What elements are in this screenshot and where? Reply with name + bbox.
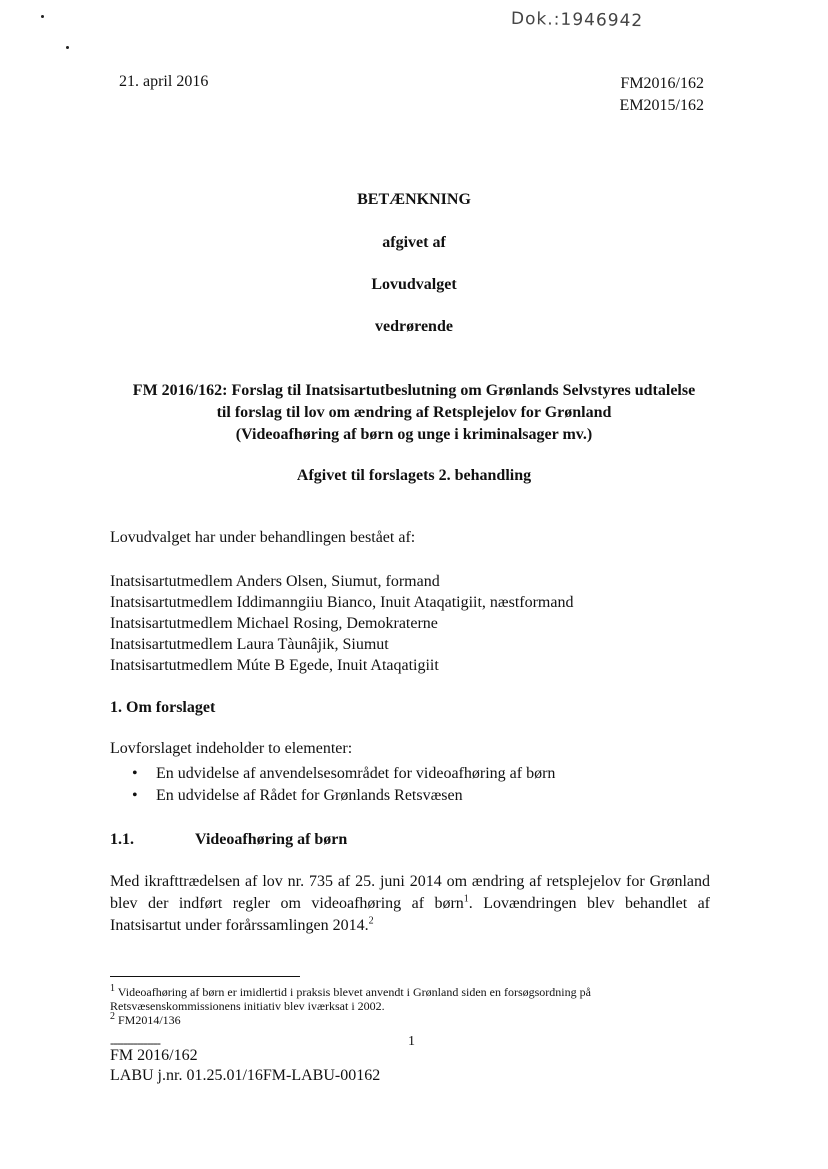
document-title: BETÆNKNING bbox=[357, 191, 471, 208]
title-regarding: vedrørende bbox=[375, 318, 453, 335]
footnote-text: Videoafhøring af børn er imidlertid i praksis blevet anvendt i Grønland siden en forsøgsordning på Retsvæsenskommissionens initiativ blev iværksat i 2002. bbox=[110, 985, 591, 1013]
reading-stage: Afgivet til forslagets 2. behandling bbox=[296, 467, 532, 484]
footnote-number: 1 bbox=[110, 983, 115, 994]
section-1-1-paragraph bbox=[110, 871, 710, 937]
footer-case-number: FM 2016/162 bbox=[110, 1047, 198, 1064]
document-number-stamp: Dok.:1946942 bbox=[510, 8, 644, 32]
member-item: Inatsisartutmedlem Laura Tàunâjik, Siumut bbox=[110, 636, 389, 653]
footer-separator: --------------- bbox=[110, 1035, 160, 1050]
case-references bbox=[620, 73, 704, 117]
title-issued-by: afgivet af bbox=[382, 234, 446, 251]
paragraph-text: Med ikrafttrædelsen af lov nr. 735 af 25. juni 2014 om ændring af retsplejelov for Grønland blev der indført regler om videoafhøring af børn bbox=[110, 873, 710, 912]
footnote-text: FM2014/136 bbox=[118, 1013, 181, 1027]
committee-intro: Lovudvalget har under behandlingen bestået af: bbox=[110, 529, 416, 546]
member-item: Inatsisartutmedlem Iddimanngiiu Bianco, Inuit Ataqatigiit, næstformand bbox=[110, 594, 574, 611]
footnote-1 bbox=[110, 985, 670, 1013]
section-1-lead: Lovforslaget indeholder to elementer: bbox=[110, 740, 353, 757]
paragraph-text: . Lovændringen blev behandlet af Inatsisartut under forårssamlingen 2014. bbox=[110, 895, 711, 934]
section-number-1-1: 1.1. bbox=[110, 831, 134, 848]
case-reference-fm: FM2016/162 bbox=[620, 75, 704, 92]
scan-speck bbox=[41, 15, 44, 18]
footnote-2 bbox=[110, 1013, 670, 1027]
proposal-title-line: til forslag til lov om ændring af Retsplejelov for Grønland bbox=[216, 404, 612, 421]
section-heading-1-1: Videoafhøring af børn bbox=[195, 831, 348, 848]
footnotes bbox=[110, 985, 670, 1027]
title-committee: Lovudvalget bbox=[371, 276, 457, 293]
proposal-title-line: FM 2016/162: Forslag til Inatsisartutbeslutning om Grønlands Selvstyres udtalelse bbox=[132, 382, 696, 399]
scan-speck bbox=[66, 46, 69, 49]
list-item: • En udvidelse af anvendelsesområdet for videoafhøring af børn bbox=[132, 763, 555, 785]
document-date: 21. april 2016 bbox=[119, 73, 209, 90]
member-item: Inatsisartutmedlem Michael Rosing, Demokraterne bbox=[110, 615, 438, 632]
member-item: Inatsisartutmedlem Anders Olsen, Siumut, formand bbox=[110, 573, 440, 590]
footnote-divider bbox=[110, 976, 300, 977]
footer-journal-number: LABU j.nr. 01.25.01/16FM-LABU-00162 bbox=[110, 1067, 381, 1084]
document-footer bbox=[110, 1046, 380, 1086]
proposal-title-line: (Videoafhøring af børn og unge i kriminalsager mv.) bbox=[235, 426, 593, 443]
member-list bbox=[110, 571, 573, 676]
list-item: • En udvidelse af Rådet for Grønlands Retsvæsen bbox=[132, 785, 555, 807]
section-heading-1: 1. Om forslaget bbox=[110, 699, 216, 716]
member-item: Inatsisartutmedlem Múte B Egede, Inuit Ataqatigiit bbox=[110, 657, 439, 674]
proposal-title bbox=[0, 380, 828, 446]
footnote-number: 2 bbox=[110, 1011, 115, 1022]
page-number: 1 bbox=[408, 1034, 415, 1049]
case-reference-em: EM2015/162 bbox=[619, 97, 704, 114]
element-list bbox=[132, 763, 555, 807]
footnote-ref-1: 1 bbox=[463, 893, 469, 905]
footnote-ref-2: 2 bbox=[368, 915, 374, 927]
